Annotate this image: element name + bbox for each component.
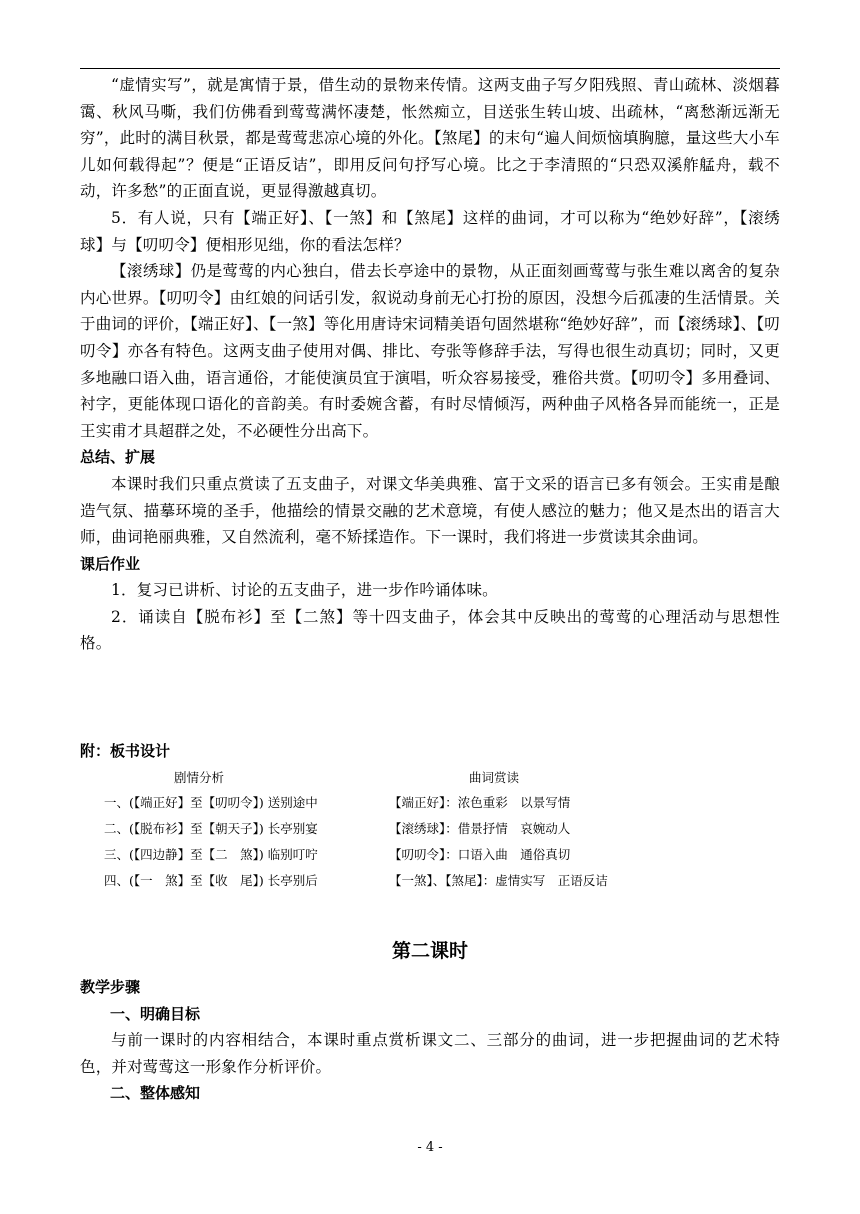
lower-body [80, 974, 780, 1107]
homework-item: 1．复习已讲析、讨论的五支曲子，进一步作吟诵体味。 [111, 581, 498, 600]
lesson-title: 第二课时 [391, 940, 468, 962]
board-row-plot: 二、(【脱布衫】至【朝天子】) 长亭别宴 [104, 821, 318, 836]
board-header-plot: 剧情分析 [174, 770, 225, 785]
board-row [104, 868, 664, 894]
board-design-title: 附：板书设计 [80, 742, 171, 760]
board-row [104, 816, 664, 842]
header-rule [80, 68, 780, 69]
board-header [104, 768, 664, 790]
page-number: - 4 - [417, 1140, 443, 1155]
section-goal-text: 与前一课时的内容相结合，本课时重点赏析课文二、三部分的曲词，进一步把握曲词的艺术特色，并对莺莺这一形象作分析评价。 [80, 1031, 780, 1076]
board-row-plot: 四、(【一 煞】至【收 尾】) 长亭别后 [104, 873, 318, 888]
summary-text: 本课时我们只重点赏读了五支曲子，对课文华美典雅、富于文采的语言已多有领会。王实甫是酿造气氛、描摹环境的圣手，他描绘的情景交融的艺术意境，有使人感泣的魅力；他又是杰出的语言大师，曲词艳丽典雅，又自然流利，毫不矫揉造作。下一课时，我们将进一步赏读其余曲词。 [80, 474, 780, 547]
board-header-lyrics: 曲词赏读 [469, 770, 520, 785]
board-row [104, 842, 664, 868]
summary-heading: 总结、扩展 [80, 448, 156, 467]
teaching-steps-heading: 教学步骤 [80, 978, 141, 996]
board-row-lyrics: 【一煞】、【煞尾】：虚情实写 正语反诘 [389, 873, 608, 888]
board-row-plot: 三、(【四边静】至【二 煞】) 临别叮咛 [104, 847, 318, 862]
section-overview-heading: 二、整体感知 [110, 1084, 201, 1103]
board-row-lyrics: 【端正好】：浓色重彩 以景写情 [389, 795, 571, 810]
board-row-lyrics: 【滚绣球】：借景抒情 哀婉动人 [389, 821, 571, 836]
board-row-plot: 一、(【端正好】至【叨叨令】) 送别途中 [104, 795, 318, 810]
homework-item: 2．诵读自【脱布衫】至【二煞】等十四支曲子，体会其中反映出的莺莺的心理活动与思想性格。 [80, 607, 780, 653]
board-row [104, 790, 664, 816]
board-design-table [104, 768, 664, 894]
question-5: 5．有人说，只有【端正好】、【一煞】和【煞尾】这样的曲词，才可以称为“绝妙好辞”，【滚绣球】与【叨叨令】便相形见绌，你的看法怎样？ [80, 208, 780, 254]
upper-body [80, 72, 780, 657]
homework-heading: 课后作业 [80, 554, 141, 573]
board-row-lyrics: 【叨叨令】：口语入曲 通俗真切 [389, 847, 571, 862]
answer-5: 【滚绣球】仍是莺莺的内心独白，借去长亭途中的景物，从正面刻画莺莺与张生难以离舍的复杂内心世界。【叨叨令】由红娘的问话引发，叙说动身前无心打扮的原因，没想今后孤凄的生活情景。关于曲词的评价，【端正好】、【一煞】等化用唐诗宋词精美语句固然堪称“绝妙好辞”，而【滚绣球】、【叨叨令】亦各有特色。这两支曲子使用对偶、排比、夸张等修辞手法，写得也很生动真切；同时，又更多地融口语入曲，语言通俗，才能使演员宜于演唱，听众容易接受，雅俗共赏。【叨叨令】多用叠词、衬字，更能体现口语化的音韵美。有时委婉含蓄，有时尽情倾泻，两种曲子风格各异而能统一，正是王实甫才具超群之处，不必硬性分出高下。 [80, 262, 780, 440]
section-goal-heading: 一、明确目标 [110, 1004, 201, 1023]
paragraph-virtual-real: “虚情实写”，就是寓情于景，借生动的景物来传情。这两支曲子写夕阳残照、青山疏林、淡烟暮霭、秋风马嘶，我们仿佛看到莺莺满怀凄楚，怅然痴立，目送张生转山坡、出疏林，“离愁渐远渐无穷”，此时的满目秋景，都是莺莺悲凉心境的外化。【煞尾】的末句“遍人间烦恼填胸臆，量这些大小车儿如何载得起”？便是“正语反诘”，即用反问句抒写心境。比之于李清照的“只恐双溪舴艋舟，载不动，许多愁”的正面直说，更显得激越真切。 [80, 76, 780, 201]
